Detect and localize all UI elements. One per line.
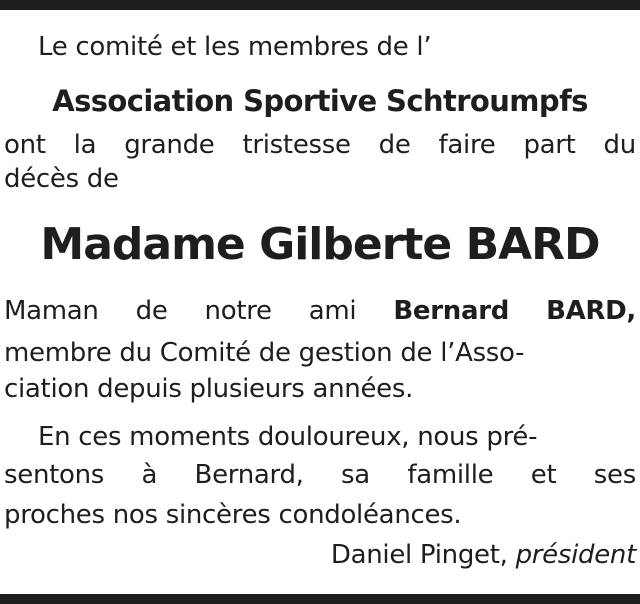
relation-text: membre du Comité de gestion de l’Asso- — [4, 338, 525, 368]
condolences-line-3 — [4, 498, 636, 532]
condolences-text: proches nos sincères condoléances. — [4, 500, 462, 530]
word: Bernard, — [194, 460, 304, 490]
announcement-line-1 — [4, 128, 636, 162]
intro-text: Le comité et les membres de l’ — [38, 32, 432, 62]
bottom-border-rule — [0, 594, 640, 604]
word: sa — [341, 460, 370, 490]
condolences-text: En ces moments douloureux, nous pré- — [38, 422, 538, 452]
word: du — [603, 130, 636, 160]
word: à — [141, 460, 158, 490]
relation-text: ciation depuis plusieurs années. — [4, 374, 414, 404]
association-name: Association Sportive Schtroumpfs — [52, 84, 588, 118]
word: sentons — [4, 460, 105, 490]
signature-line — [4, 538, 636, 572]
word: notre — [204, 296, 272, 326]
word: faire — [438, 130, 496, 160]
announcement-text: décès de — [4, 164, 119, 194]
top-border-rule — [0, 0, 640, 10]
condolences-line-1 — [4, 420, 636, 454]
signature-title: président — [515, 540, 636, 570]
word: de — [378, 130, 411, 160]
relation-line-2 — [4, 336, 636, 370]
word: famille — [407, 460, 494, 490]
word: la — [73, 130, 97, 160]
deceased-name: Madame Gilberte BARD — [40, 219, 600, 270]
condolences-line-2 — [4, 458, 636, 492]
son-last-name: BARD, — [546, 296, 636, 326]
intro-line — [4, 30, 636, 64]
word: ami — [308, 296, 357, 326]
word: ont — [4, 130, 46, 160]
word: grande — [124, 130, 215, 160]
association-line — [4, 84, 636, 120]
relation-line-1 — [4, 294, 636, 328]
word: de — [135, 296, 168, 326]
relation-line-3 — [4, 372, 636, 406]
announcement-line-2 — [4, 162, 636, 196]
son-first-name: Bernard — [393, 296, 510, 326]
word: Maman — [4, 296, 99, 326]
signature-name: Daniel Pinget, — [330, 540, 508, 570]
word: tristesse — [242, 130, 351, 160]
word: et — [530, 460, 557, 490]
word: part — [523, 130, 576, 160]
word: ses — [593, 460, 636, 490]
